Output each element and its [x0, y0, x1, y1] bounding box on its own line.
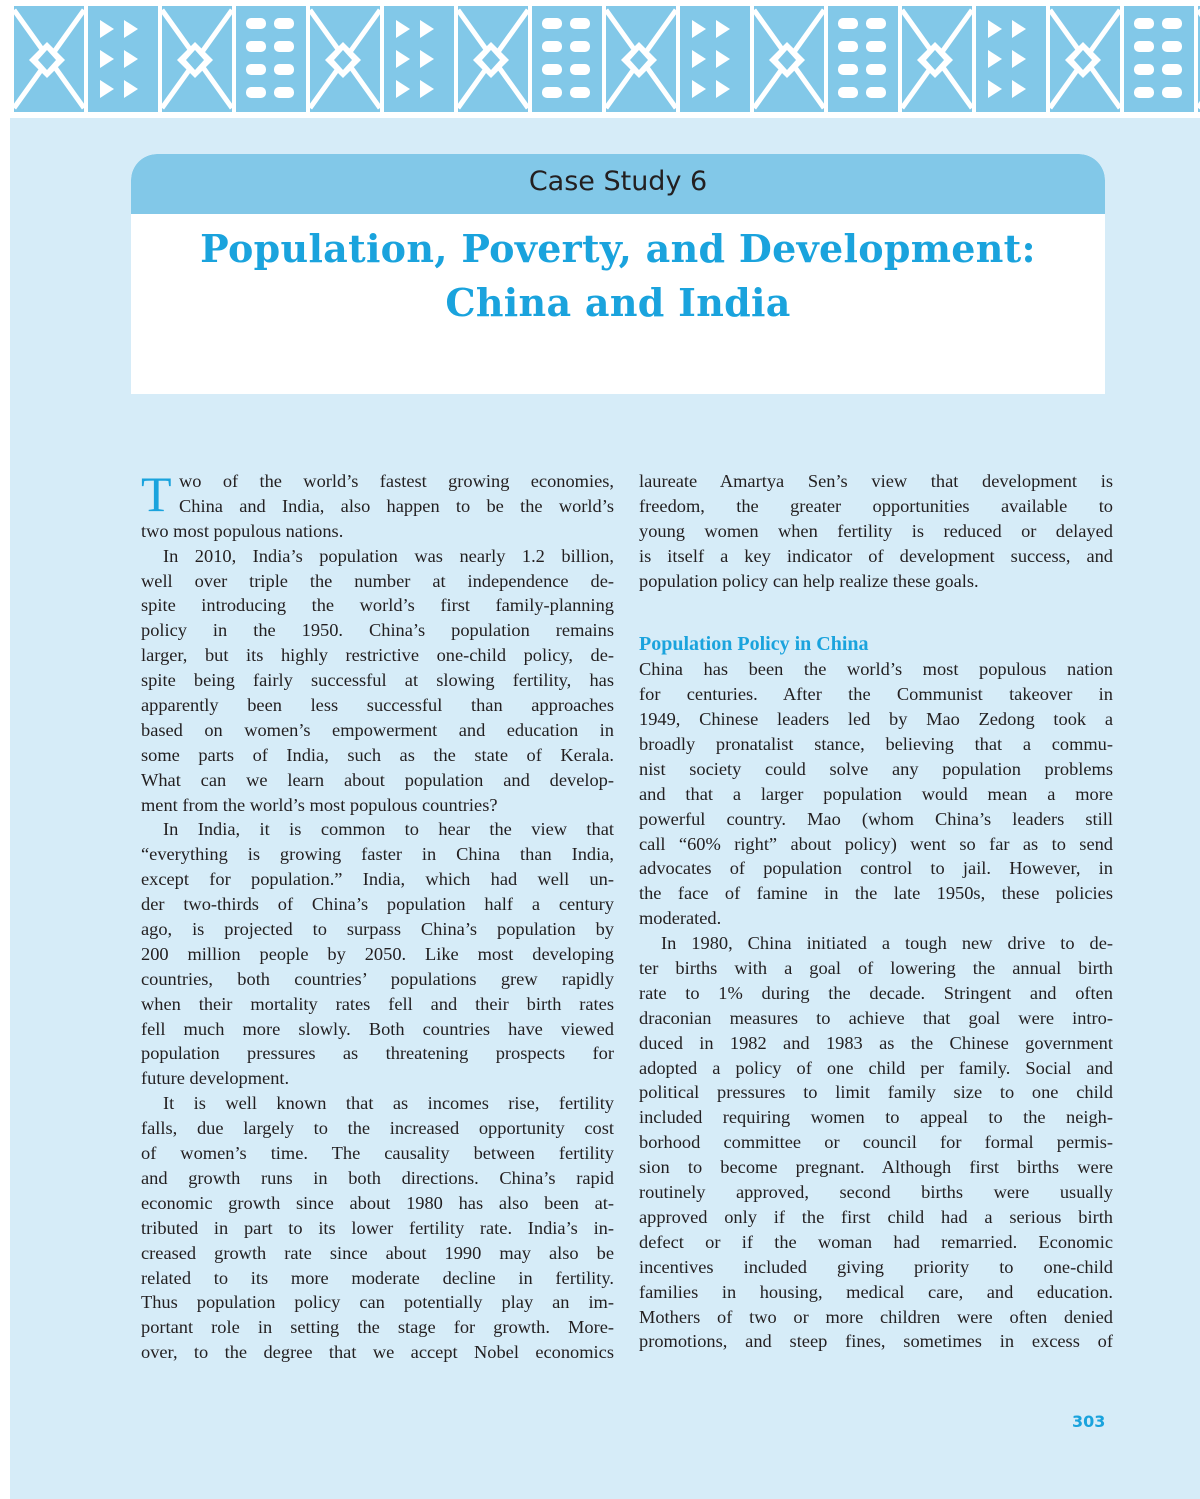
- banner-top-band: [10, 0, 1200, 6]
- text-line: fell much more slowly. Both countries have viewed: [141, 1018, 614, 1039]
- banner-separator: [898, 6, 902, 112]
- text-line: China has been the world’s most populous nation: [639, 659, 1113, 680]
- banner-bar: [838, 41, 858, 52]
- text-line: broadly pronatalist stance, believing that a commu-: [639, 734, 1113, 755]
- text-line: What can we learn about population and develop-: [141, 769, 614, 790]
- banner-bar: [1162, 87, 1182, 98]
- text-line: 200 million people by 2050. Like most developing: [141, 943, 614, 964]
- banner-bar: [246, 64, 266, 75]
- banner-bar: [1162, 64, 1182, 75]
- text-line: and growth runs in both directions. China’s rapid: [141, 1167, 614, 1188]
- banner-triangle: [420, 80, 434, 98]
- banner-triangle: [716, 80, 730, 98]
- case-study-label: Case Study 6: [528, 166, 708, 197]
- banner-separator: [454, 6, 458, 112]
- text-line: “everything is growing faster in China than India,: [141, 844, 614, 865]
- text-line: except for population.” India, which had well un-: [141, 869, 614, 890]
- banner-bar: [542, 64, 562, 75]
- text-line: Thus population policy can potentially play an im-: [141, 1292, 614, 1313]
- banner-triangle: [396, 80, 410, 98]
- text-line: falls, due largely to the increased opportunity cost: [141, 1118, 614, 1139]
- text-line: advocates of population control to jail. However, in: [639, 858, 1113, 879]
- banner-bar: [246, 41, 266, 52]
- banner-triangle: [988, 50, 1002, 68]
- right-column: [639, 469, 1113, 1354]
- banner-separator: [676, 6, 680, 112]
- text-line: related to its more moderate decline in fertility.: [141, 1267, 614, 1288]
- banner-separator: [1194, 6, 1198, 112]
- banner-triangle: [1012, 50, 1026, 68]
- section-heading: Population Policy in China: [639, 633, 869, 656]
- page-title-line-1: Population, Poverty, and Development:: [200, 226, 1036, 271]
- text-line: In 2010, India’s population was nearly 1.2 billion,: [163, 545, 614, 566]
- banner-separator: [1120, 6, 1124, 112]
- text-line: some parts of India, such as the state of Kerala.: [141, 744, 614, 765]
- banner-bar: [838, 18, 858, 29]
- banner-bar: [1134, 64, 1154, 75]
- text-line: nist society could solve any population problems: [639, 758, 1113, 779]
- banner-bar: [246, 87, 266, 98]
- banner-separator: [380, 6, 384, 112]
- banner-triangle: [396, 20, 410, 38]
- banner-separator: [750, 6, 754, 112]
- banner-triangle: [420, 50, 434, 68]
- text-line: ter births with a goal of lowering the annual birth: [639, 958, 1113, 979]
- text-line: rate to 1% during the decade. Stringent and often: [639, 982, 1113, 1003]
- banner-bar: [274, 87, 294, 98]
- banner-separator: [824, 6, 828, 112]
- page-number: 303: [1072, 1412, 1106, 1431]
- banner-separator: [10, 6, 14, 112]
- banner-bar: [1134, 87, 1154, 98]
- text-line: freedom, the greater opportunities available to: [639, 495, 1113, 516]
- text-line: call “60% right” about policy) went so far as to send: [639, 833, 1113, 854]
- banner-bar: [570, 41, 590, 52]
- text-line: adopted a policy of one child per family. Social and: [639, 1057, 1113, 1078]
- banner-triangle: [420, 20, 434, 38]
- text-line: portant role in setting the stage for growth. More-: [141, 1317, 614, 1338]
- text-line: population pressures as threatening prospects for: [141, 1043, 614, 1064]
- text-line: is itself a key indicator of development success, and: [639, 545, 1113, 566]
- banner-bar: [542, 18, 562, 29]
- text-line: It is well known that as incomes rise, fertility: [163, 1093, 614, 1114]
- text-line: defect or if the woman had remarried. Economic: [639, 1231, 1113, 1252]
- banner-triangle: [396, 50, 410, 68]
- text-line: spite introducing the world’s first family-planning: [141, 595, 614, 616]
- text-line: powerful country. Mao (whom China’s leaders still: [639, 808, 1113, 829]
- text-line: larger, but its highly restrictive one-child policy, de-: [141, 645, 614, 666]
- banner-bottom-band: [10, 112, 1200, 118]
- text-line: based on women’s empowerment and education in: [141, 719, 614, 740]
- text-line: over, to the degree that we accept Nobel economics: [141, 1342, 614, 1363]
- banner-triangle: [100, 20, 114, 38]
- banner-triangle: [1012, 20, 1026, 38]
- text-line: draconian measures to achieve that goal were intro-: [639, 1007, 1113, 1028]
- banner-bar: [274, 41, 294, 52]
- text-line: Mothers of two or more children were often denied: [639, 1306, 1113, 1327]
- text-line: two most populous nations.: [141, 520, 344, 541]
- text-line: approved only if the first child had a serious birth: [639, 1206, 1113, 1227]
- banner-triangle: [716, 50, 730, 68]
- banner-bar: [838, 87, 858, 98]
- text-line: young women when fertility is reduced or delayed: [639, 520, 1113, 541]
- banner-separator: [84, 6, 88, 112]
- banner-bar: [1134, 41, 1154, 52]
- text-line: the face of famine in the late 1950s, these policies: [639, 883, 1113, 904]
- text-line: China and India, also happen to be the world’s: [179, 495, 614, 516]
- drop-cap: T: [141, 466, 172, 522]
- text-line: families in housing, medical care, and education.: [639, 1281, 1113, 1302]
- spacer: [639, 593, 1113, 632]
- text-line: duced in 1982 and 1983 as the Chinese government: [639, 1032, 1113, 1053]
- text-line: In 1980, China initiated a tough new drive to de-: [661, 933, 1113, 954]
- text-line: policy in the 1950. China’s population remains: [141, 620, 614, 641]
- banner-bar: [866, 41, 886, 52]
- text-line: and that a larger population would mean a more: [639, 783, 1113, 804]
- page-title: [131, 222, 1105, 330]
- banner-bar: [1162, 41, 1182, 52]
- banner-separator: [232, 6, 236, 112]
- text-line: laureate Amartya Sen’s view that development is: [639, 471, 1113, 491]
- banner-triangle: [692, 80, 706, 98]
- banner-bar: [246, 18, 266, 29]
- banner-separator: [1046, 6, 1050, 112]
- text-line: population policy can help realize these goals.: [639, 570, 979, 591]
- banner-triangle: [100, 80, 114, 98]
- text-line: borhood committee or council for formal permis-: [639, 1132, 1113, 1153]
- banner-triangle: [124, 20, 138, 38]
- banner-triangle: [124, 80, 138, 98]
- left-column: [141, 466, 614, 1365]
- text-line: 1949, Chinese leaders led by Mao Zedong took a: [639, 709, 1113, 730]
- banner-triangle: [1012, 80, 1026, 98]
- text-line: tributed in part to its lower fertility rate. India’s in-: [141, 1217, 614, 1238]
- text-line: when their mortality rates fell and their birth rates: [141, 993, 614, 1014]
- text-line: ment from the world’s most populous countries?: [141, 794, 498, 815]
- text-line: In India, it is common to hear the view that: [163, 819, 614, 840]
- banner-separator: [306, 6, 310, 112]
- text-line: moderated.: [639, 908, 722, 929]
- text-line: der two-thirds of China’s population half a century: [141, 894, 614, 915]
- banner-bar: [1162, 18, 1182, 29]
- banner-triangle: [692, 20, 706, 38]
- case-study-header: [131, 154, 1105, 394]
- case-study-tab: [131, 154, 1105, 214]
- banner-bar: [570, 87, 590, 98]
- banner-bar: [1134, 18, 1154, 29]
- banner-triangle: [988, 80, 1002, 98]
- banner-triangle: [988, 20, 1002, 38]
- text-line: economic growth since about 1980 has also been at-: [141, 1192, 614, 1213]
- banner-triangle: [100, 50, 114, 68]
- text-line: routinely approved, second births were usually: [639, 1182, 1113, 1203]
- banner-bar: [866, 18, 886, 29]
- banner-separator: [528, 6, 532, 112]
- text-line: for centuries. After the Communist takeover in: [639, 684, 1113, 705]
- text-line: countries, both countries’ populations grew rapidly: [141, 968, 614, 989]
- text-line: apparently been less successful than approaches: [141, 695, 614, 716]
- banner-bar: [866, 87, 886, 98]
- text-line: included requiring women to appeal to the neigh-: [639, 1107, 1113, 1128]
- banner-bar: [866, 64, 886, 75]
- banner-triangle: [716, 20, 730, 38]
- text-line: promotions, and steep fines, sometimes in excess of: [639, 1331, 1113, 1352]
- banner-bar: [274, 18, 294, 29]
- text-line: incentives included giving priority to one-child: [639, 1256, 1113, 1277]
- text-line: well over triple the number at independence de-: [141, 570, 614, 591]
- banner-bar: [570, 64, 590, 75]
- page-title-line-2: China and India: [445, 280, 791, 325]
- banner-separator: [972, 6, 976, 112]
- banner-bar: [274, 64, 294, 75]
- banner-triangle: [692, 50, 706, 68]
- banner-bar: [570, 18, 590, 29]
- banner-bar: [838, 64, 858, 75]
- text-line: future development.: [141, 1068, 290, 1089]
- text-line: creased growth rate since about 1990 may also be: [141, 1242, 614, 1263]
- decorative-banner: [10, 0, 1200, 118]
- text-line: ago, is projected to surpass China’s population by: [141, 919, 614, 940]
- banner-bar: [542, 41, 562, 52]
- text-line: of women’s time. The causality between fertility: [141, 1143, 614, 1164]
- text-line: wo of the world’s fastest growing economies,: [179, 471, 614, 491]
- text-line: spite being fairly successful at slowing fertility, has: [141, 670, 614, 691]
- banner-bar: [542, 87, 562, 98]
- banner-separator: [158, 6, 162, 112]
- banner-triangle: [124, 50, 138, 68]
- text-line: sion to become pregnant. Although first births were: [639, 1157, 1113, 1178]
- text-line: political pressures to limit family size to one child: [639, 1082, 1113, 1103]
- banner-separator: [602, 6, 606, 112]
- page: [10, 0, 1200, 1499]
